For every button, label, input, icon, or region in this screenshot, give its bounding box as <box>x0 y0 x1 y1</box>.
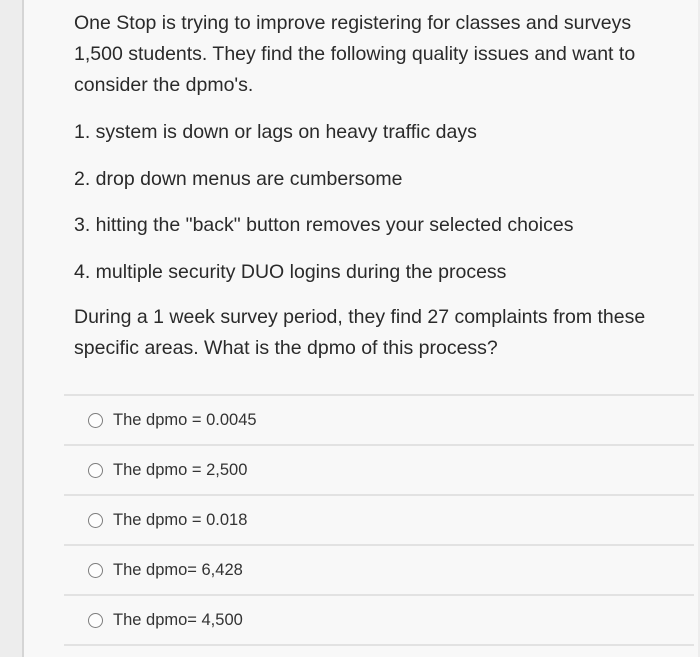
issue-item-2: 2. drop down menus are cumbersome <box>74 168 403 190</box>
question-text-block <box>74 8 654 364</box>
issue-item-3: 3. hitting the "back" button removes your selected choices <box>74 214 574 236</box>
radio-button-icon[interactable] <box>88 413 103 428</box>
answer-label: The dpmo = 0.0045 <box>113 410 257 429</box>
answer-label: The dpmo= 6,428 <box>113 560 243 579</box>
answer-label: The dpmo = 0.018 <box>113 510 248 529</box>
answer-option-1[interactable] <box>64 396 694 446</box>
issue-item-4: 4. multiple security DUO logins during the process <box>74 261 507 283</box>
question-stem: One Stop is trying to improve registering for classes and surveys 1,500 students. They find the following quality issues and want to consider the dpmo's. <box>74 12 636 96</box>
issue-item-1: 1. system is down or lags on heavy traffic days <box>74 121 477 143</box>
radio-button-icon[interactable] <box>88 463 103 478</box>
answer-label: The dpmo = 2,500 <box>113 460 248 479</box>
question-prompt: During a 1 week survey period, they find 27 complaints from these specific areas. What is the dpmo of this process? <box>74 306 646 359</box>
answer-options <box>64 394 694 646</box>
answer-option-2[interactable] <box>64 446 694 496</box>
answer-label: The dpmo= 4,500 <box>113 610 243 629</box>
radio-button-icon[interactable] <box>88 563 103 578</box>
radio-button-icon[interactable] <box>88 613 103 628</box>
radio-button-icon[interactable] <box>88 513 103 528</box>
answer-option-4[interactable] <box>64 546 694 596</box>
answer-option-3[interactable] <box>64 496 694 546</box>
question-panel <box>22 0 698 657</box>
answer-option-5[interactable] <box>64 596 694 646</box>
